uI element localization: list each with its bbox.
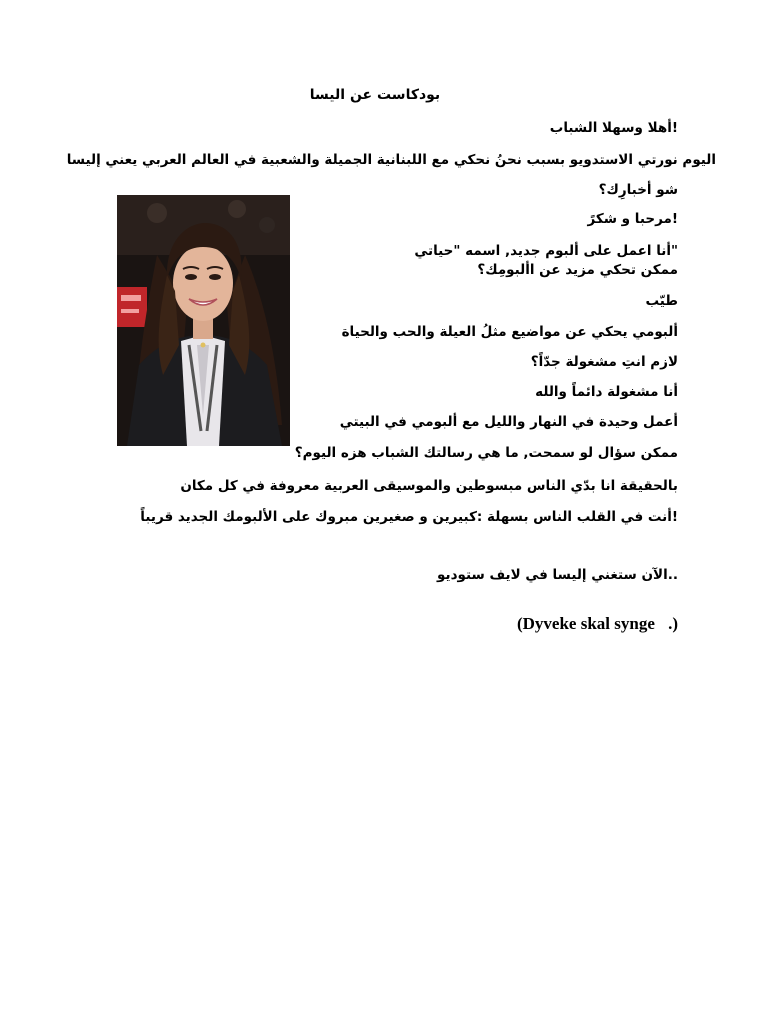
text-line-answer-message: بالحقيقة انا بدّي الناس مبسوطين والموسيقى العربية معروفة في كل مكان [180,478,678,494]
text-line-question-news: شو أخبارِك؟ [598,182,678,198]
text-line-congratulations: !أنت في القلب الناس بسهلة :كبيرين و صغيرين مبروك على الألبومك الجديد قريباً [140,509,678,525]
text-line-question-album: ممكن تحكي مزيد عن األبومِك؟ [477,262,678,278]
text-line-ok: طيّب [645,293,678,309]
text-line-intro: اليوم نورتي الاستدويو بسبب نحنُ نحكي مع اللبنانية الجميلة والشعبية في العالم العربي يعني إليسا [66,152,716,168]
text-line-album-topics: ألبومي يحكي عن مواضيع مثلُ العيلة والحب والحياة [341,324,678,340]
text-line-always-busy: أنا مشغولة دائماً والله [535,384,678,400]
portrait-photo [117,195,290,446]
text-line-live-studio: ..الآن ستغني إليسا في لايف ستوديو [437,567,678,583]
text-line-greeting: !أهلا وسهلا الشباب [549,120,678,136]
text-line-working-alone: أعمل وحيدة في النهار والليل مع ألبومي في البيتي [339,414,678,430]
text-line-reply-thanks: !مرحبا و شكرً [587,211,678,227]
text-line-question-busy: لازم انتِ مشغولة جدّاً؟ [530,354,678,370]
text-line-new-album: "أنا اعمل على ألبوم جديد, اسمه "حياتي [414,243,678,259]
closing-note: (Dyveke skal synge .) [516,614,678,633]
text-line-question-message: ممكن سؤال لو سمحت, ما هي رسالتك الشباب هزه اليوم؟ [294,445,678,461]
document-title: بودكاست عن اليسا [309,87,441,103]
